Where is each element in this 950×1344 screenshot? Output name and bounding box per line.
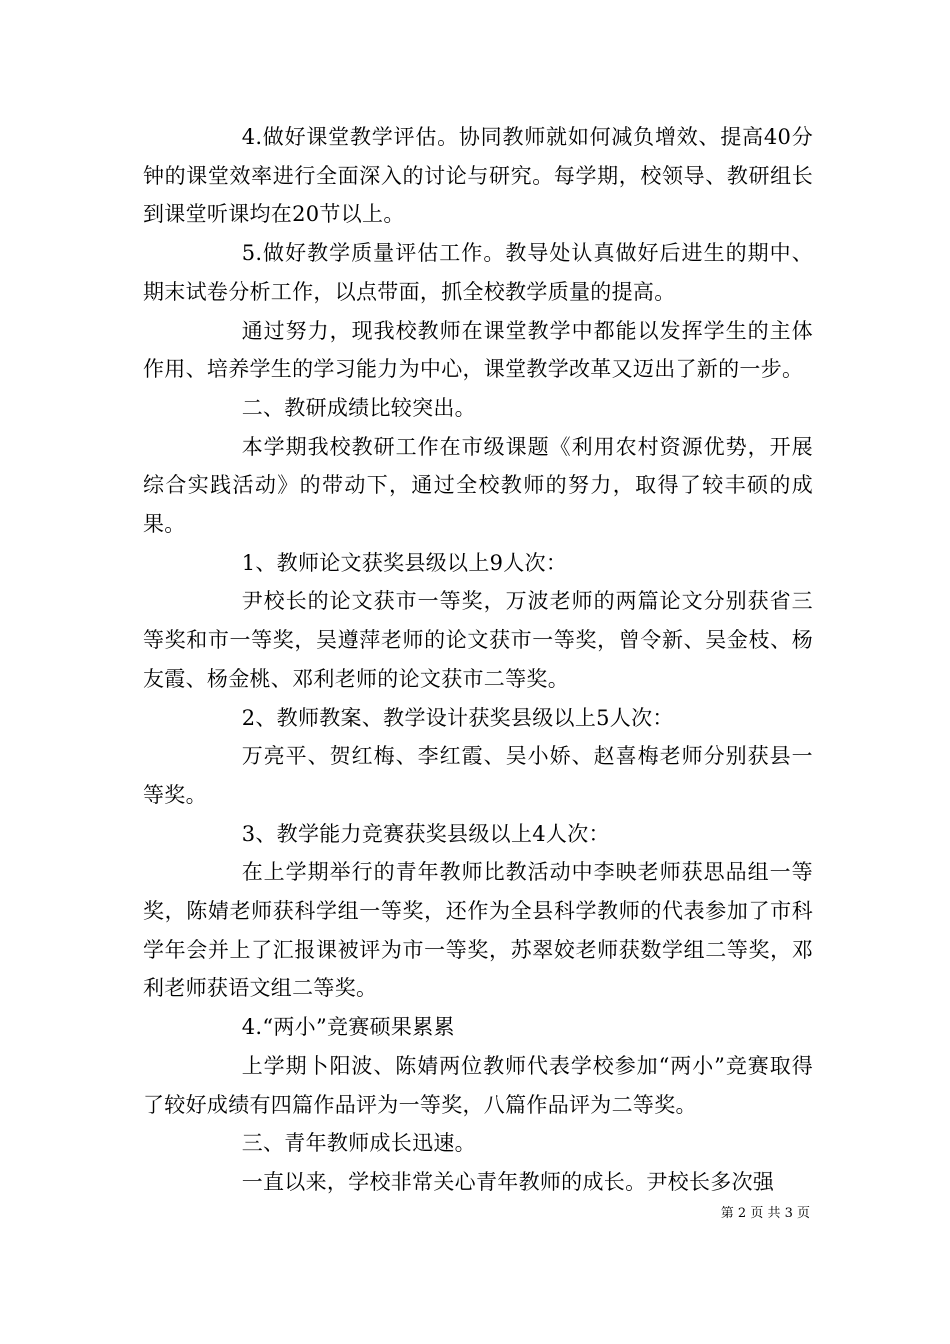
section-heading-research: 二、教研成绩比较突出。: [241, 395, 476, 420]
paragraph-evaluation-quality: 5.做好教学质量评估工作。教导处认真做好后进生的期中、期末试卷分析工作，以点带面，抓全校教学质量的提高。: [143, 241, 813, 304]
item-heading-two-small: 4.“两小”竞赛硕果累累: [241, 1015, 455, 1040]
paragraph-papers: 尹校长的论文获市一等奖，万波老师的两篇论文分别获省三等奖和市一等奖，吴遵萍老师的论文获市一等奖，曾令新、吴金枝、杨友霞、杨金桃、邓利老师的论文获市二等奖。: [143, 589, 813, 691]
paragraph-evaluation-classroom: 4.做好课堂教学评估。协同教师就如何减负增效、提高40分钟的课堂效率进行全面深入的讨论与研究。每学期，校领导、教研组长到课堂听课均在20节以上。: [143, 125, 813, 227]
item-heading-competitions: 3、教学能力竞赛获奖县级以上4人次：: [241, 821, 610, 846]
page-footer: [0, 1206, 950, 1222]
document-body: [143, 118, 813, 1202]
page-number: 第 2 页 共 3 页: [720, 1206, 810, 1221]
item-heading-lesson-plans: 2、教师教案、教学设计获奖县级以上5人次：: [241, 705, 674, 730]
paragraph-two-small: 上学期卜阳波、陈婧两位教师代表学校参加“两小”竞赛取得了较好成绩有四篇作品评为一等奖，八篇作品评为二等奖。: [143, 1053, 813, 1117]
section-heading-young-teachers: 三、青年教师成长迅速。: [241, 1131, 476, 1156]
item-heading-papers: 1、教师论文获奖县级以上9人次：: [241, 550, 568, 575]
paragraph-lesson-plans: 万亮平、贺红梅、李红霞、吴小娇、赵喜梅老师分别获县一等奖。: [143, 744, 813, 807]
paragraph-competitions: 在上学期举行的青年教师比教活动中李映老师获思品组一等奖，陈婧老师获科学组一等奖，还作为全县科学教师的代表参加了市科学年会并上了汇报课被评为市一等奖，苏翠姣老师获数学组二等奖，邓利老师获语文组二等奖。: [143, 860, 813, 1001]
paragraph-research-intro: 本学期我校教研工作在市级课题《利用农村资源优势，开展综合实践活动》的带动下，通过全校教师的努力，取得了较丰硕的成果。: [143, 434, 813, 537]
paragraph-summary: 通过努力，现我校教师在课堂教学中都能以发挥学生的主体作用、培养学生的学习能力为中心，课堂教学改革又迈出了新的一步。: [143, 318, 813, 382]
paragraph-young-teachers: 一直以来，学校非常关心青年教师的成长。尹校长多次强: [241, 1169, 775, 1194]
